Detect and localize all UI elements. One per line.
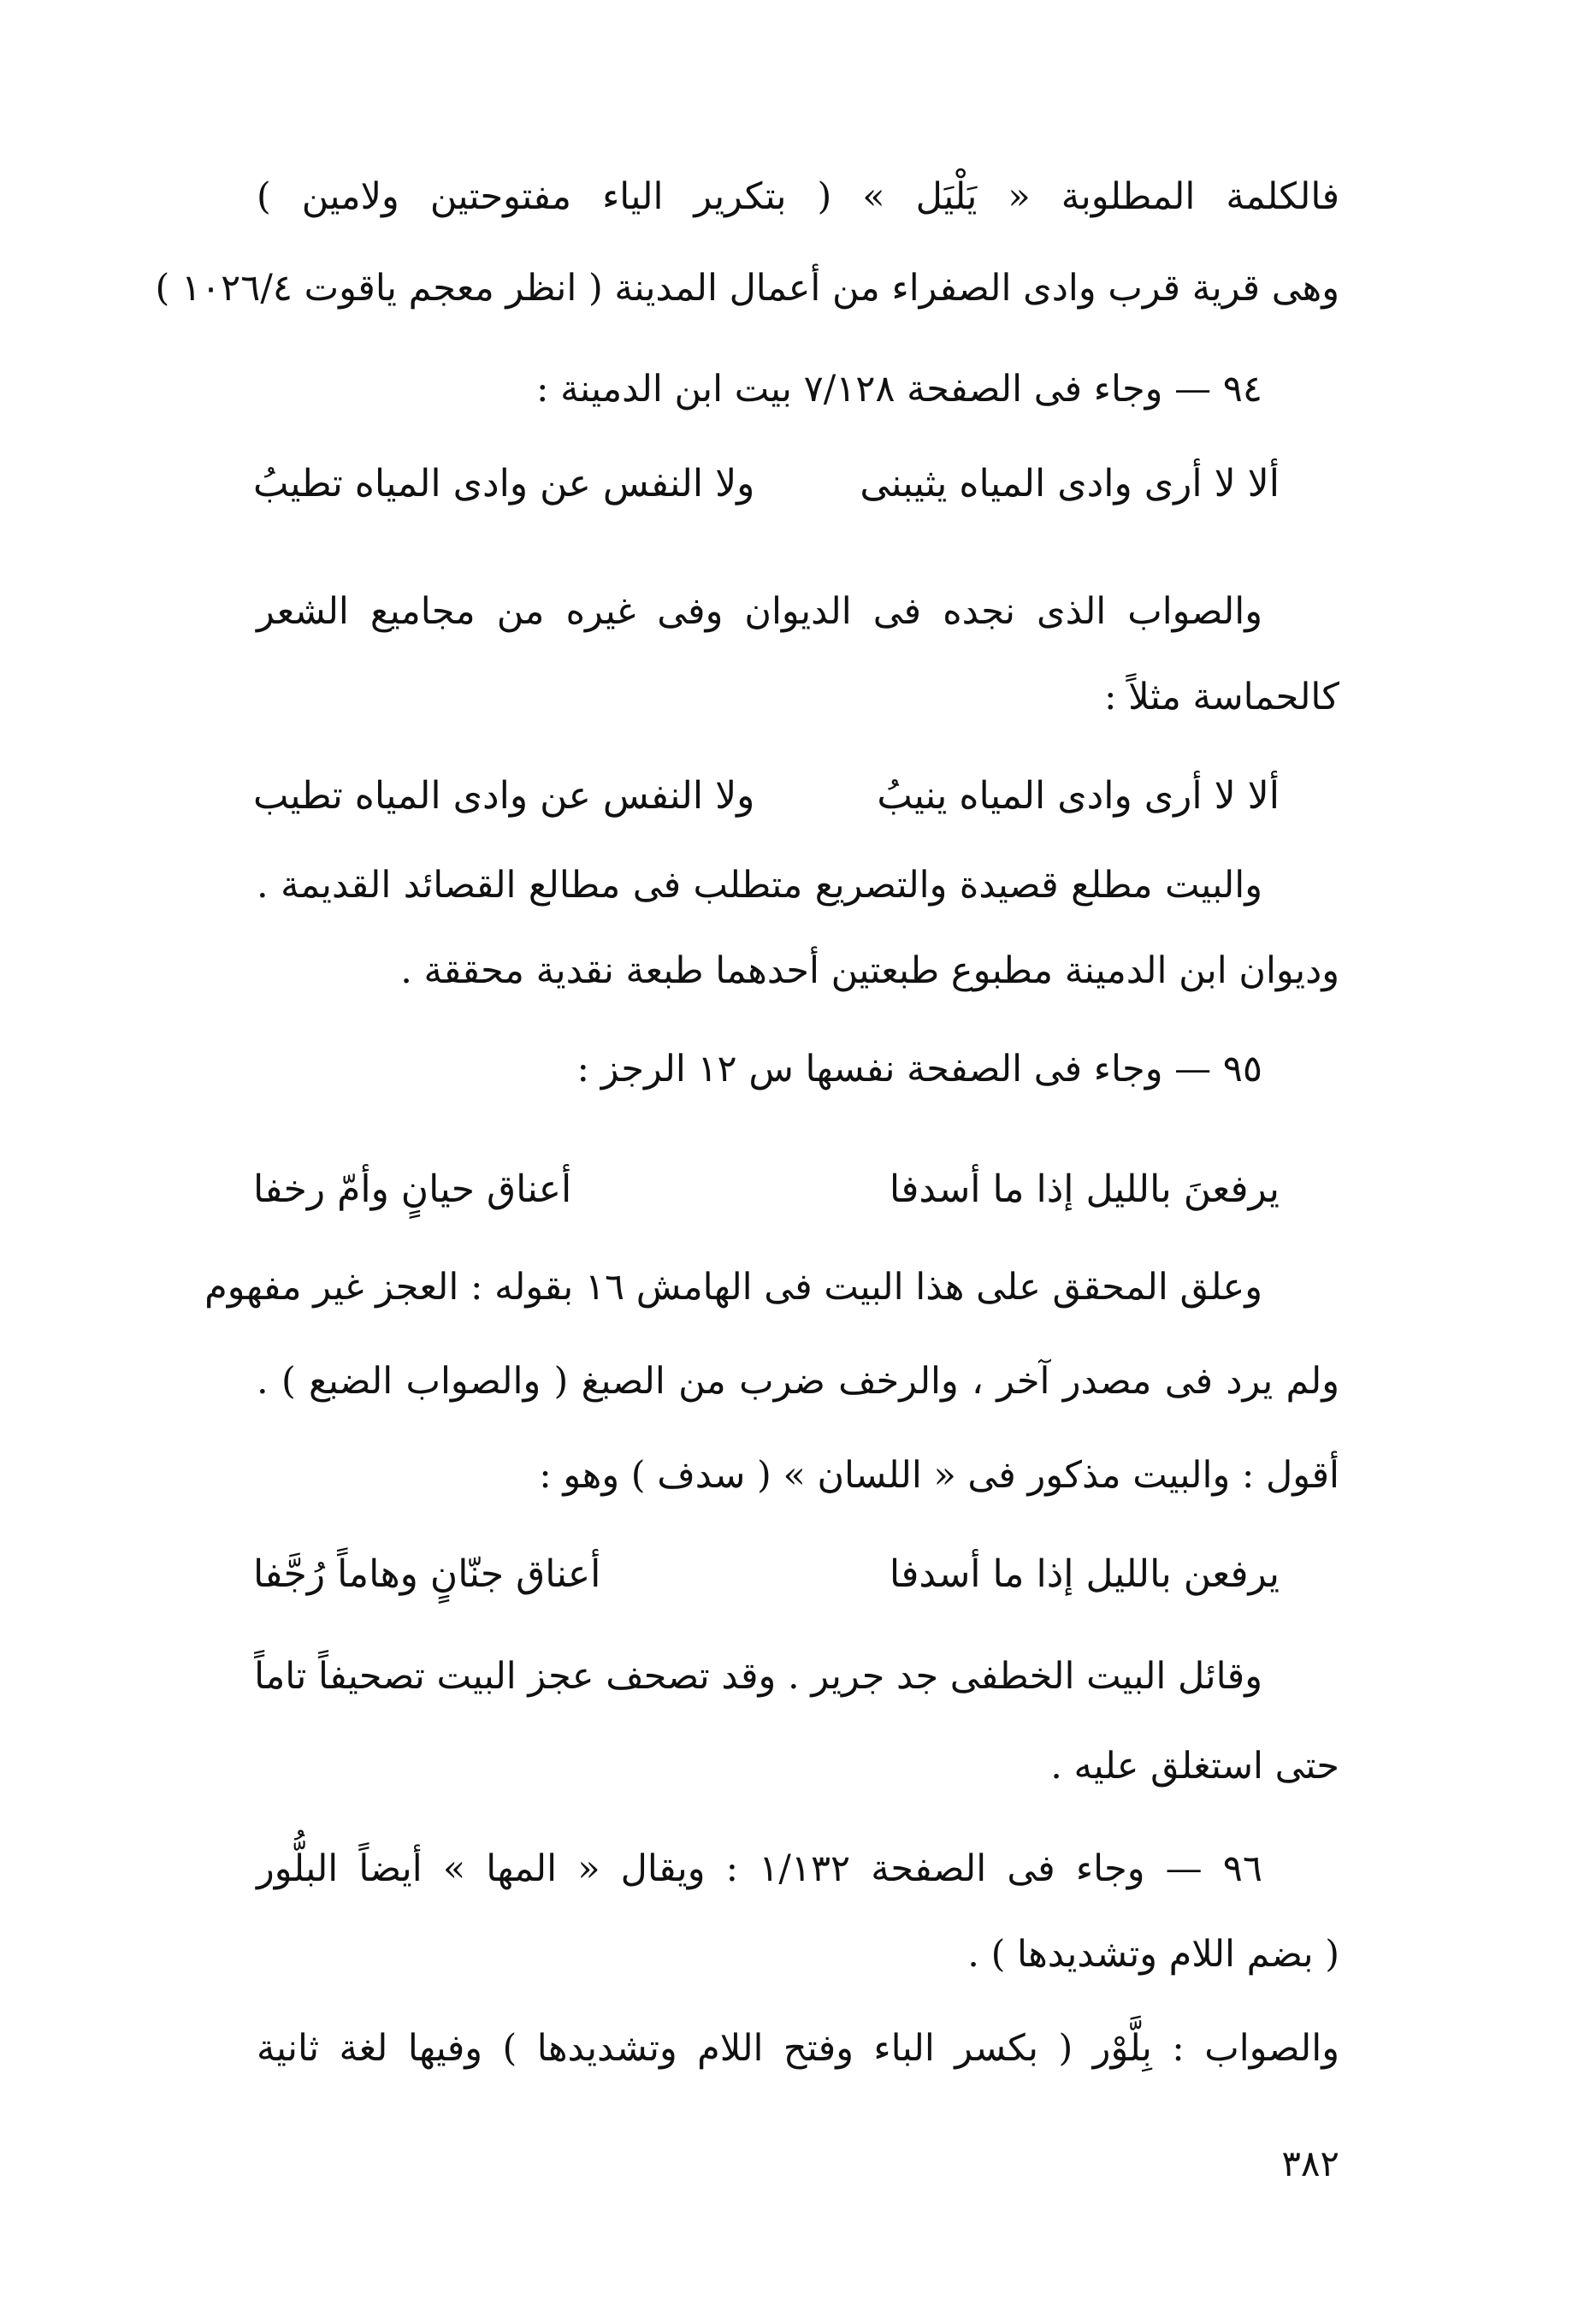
text-line: أقول : والبيت مذكور فى « اللسان » ( سدف ) وهو :	[539, 1454, 1339, 1497]
text-line: وقائل البيت الخطفى جد جرير . وقد تصحف عجز البيت تصحيفاً تاماً	[254, 1655, 1262, 1698]
text-line: وعلق المحقق على هذا البيت فى الهامش ١٦ بقوله : العجز غير مفهوم	[204, 1266, 1262, 1309]
verse-hemistich-second: أعناق حيانٍ وأمّ رخفا	[253, 1167, 572, 1211]
verse-hemistich-first: ألا لا أرى وادى المياه ينيبُ	[877, 774, 1280, 818]
text-line: فالكلمة المطلوبة « يَلْيَل » ( بتكرير الياء مفتوحتين ولامين )	[257, 175, 1339, 218]
section-heading-96: ٩٦ — وجاء فى الصفحة ١/١٣٢ : ويقال « المها » أيضاً البلُّور	[257, 1847, 1262, 1890]
page-number: ٣٨٢	[1281, 2142, 1339, 2184]
text-line: والصواب الذى نجده فى الديوان وفى غيره من مجاميع الشعر	[257, 590, 1262, 633]
text-line: وهى قرية قرب وادى الصفراء من أعمال المدينة ( انظر معجم ياقوت ١٠٢٦/٤ )	[155, 267, 1339, 310]
verse-line	[253, 1167, 1280, 1213]
text-line: حتى استغلق عليه .	[1050, 1745, 1339, 1788]
text-line: وديوان ابن الدمينة مطبوع طبعتين أحدهما طبعة نقدية محققة .	[400, 949, 1339, 992]
verse-hemistich-second: أعناق جنّانٍ وهاماً رُجَّفا	[253, 1552, 601, 1596]
verse-hemistich-second: ولا النفس عن وادى المياه تطيب	[253, 774, 755, 818]
section-heading-94: ٩٤ — وجاء فى الصفحة ٧/١٢٨ بيت ابن الدمينة :	[535, 368, 1262, 411]
verse-hemistich-first: يرفعنَ بالليل إذا ما أسدفا	[889, 1167, 1280, 1211]
text-line: والصواب : بِلَّوْر ( بكسر الباء وفتح اللام وتشديدها ) وفيها لغة ثانية	[257, 2027, 1339, 2070]
verse-line	[253, 462, 1280, 507]
verse-hemistich-first: يرفعن بالليل إذا ما أسدفا	[889, 1552, 1280, 1596]
verse-hemistich-first: ألا لا أرى وادى المياه يثيبنى	[860, 462, 1280, 505]
section-heading-95: ٩٥ — وجاء فى الصفحة نفسها س ١٢ الرجز :	[576, 1048, 1262, 1090]
text-line: كالحماسة مثلاً :	[1104, 676, 1339, 718]
text-line: ( بضم اللام وتشديدها ) .	[967, 1933, 1339, 1976]
text-line: ولم يرد فى مصدر آخر ، والرخف ضرب من الصبغ ( والصواب الضبع ) .	[257, 1360, 1339, 1403]
verse-line	[253, 774, 1280, 819]
text-line: والبيت مطلع قصيدة والتصريع متطلب فى مطالع القصائد القديمة .	[257, 864, 1262, 907]
verse-line	[253, 1552, 1280, 1598]
verse-hemistich-second: ولا النفس عن وادى المياه تطيبُ	[253, 462, 755, 505]
